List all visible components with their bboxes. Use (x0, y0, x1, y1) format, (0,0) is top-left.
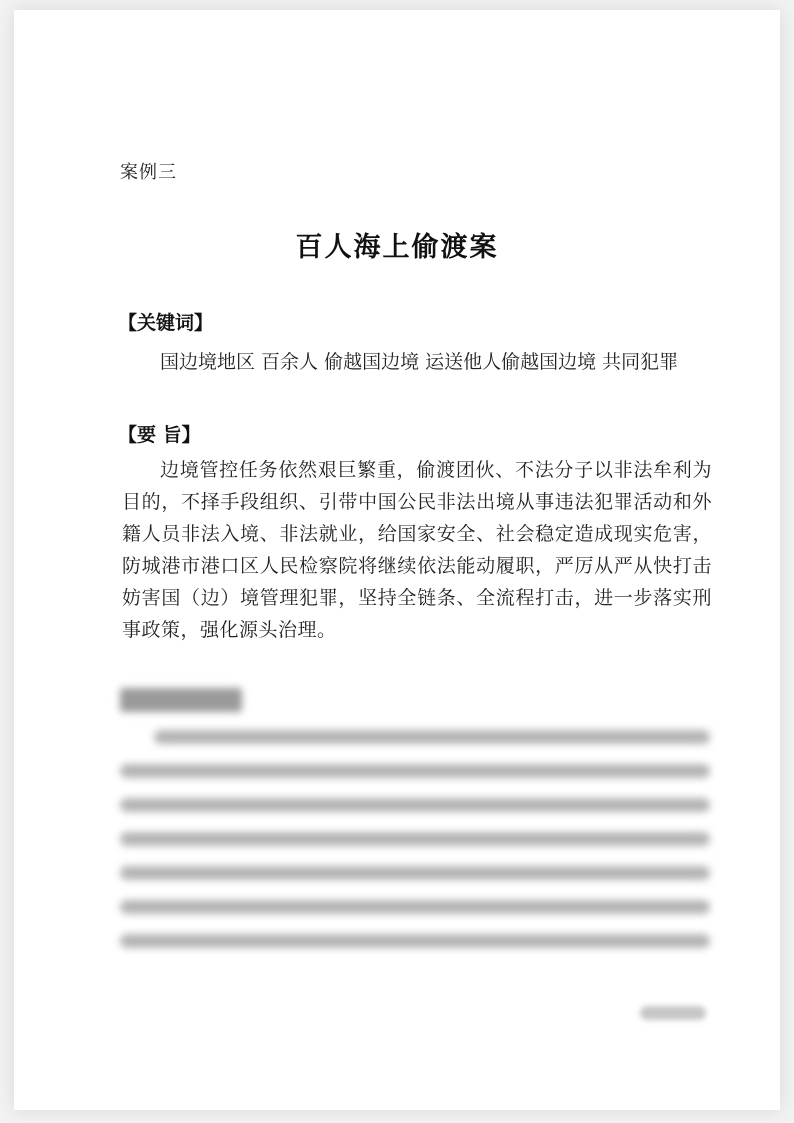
case-label: 案例三 (120, 162, 177, 183)
page-number (640, 1006, 706, 1020)
keywords-heading: 【关键词】 (118, 312, 214, 334)
blurred-text-line (120, 900, 710, 914)
blurred-text-line (120, 798, 710, 812)
document-page (14, 10, 780, 1110)
blurred-text-line (120, 764, 710, 778)
summary-text: 边境管控任务依然艰巨繁重，偷渡团伙、不法分子以非法牟利为目的，不择手段组织、引带中国公民非法出境从事违法犯罪活动和外籍人员非法入境、非法就业，给国家安全、社会稳定造成现实危害，防城港市港口区人民检察院将继续依法能动履职，严厉从严从快打击妨害国（边）境管理犯罪，坚持全链条、全流程打击，进一步落实刑事政策，强化源头治理。 (122, 459, 712, 641)
blurred-section-heading (120, 688, 242, 712)
blurred-text-line (120, 866, 710, 880)
blurred-text-line (120, 832, 710, 846)
blurred-text-line (154, 730, 710, 744)
keywords-text: 国边境地区 百余人 偷越国边境 运送他人偷越国边境 共同犯罪 (160, 351, 679, 373)
summary-heading: 【要 旨】 (118, 424, 201, 446)
blurred-text-line (120, 934, 710, 948)
case-title: 百人海上偷渡案 (295, 232, 499, 263)
